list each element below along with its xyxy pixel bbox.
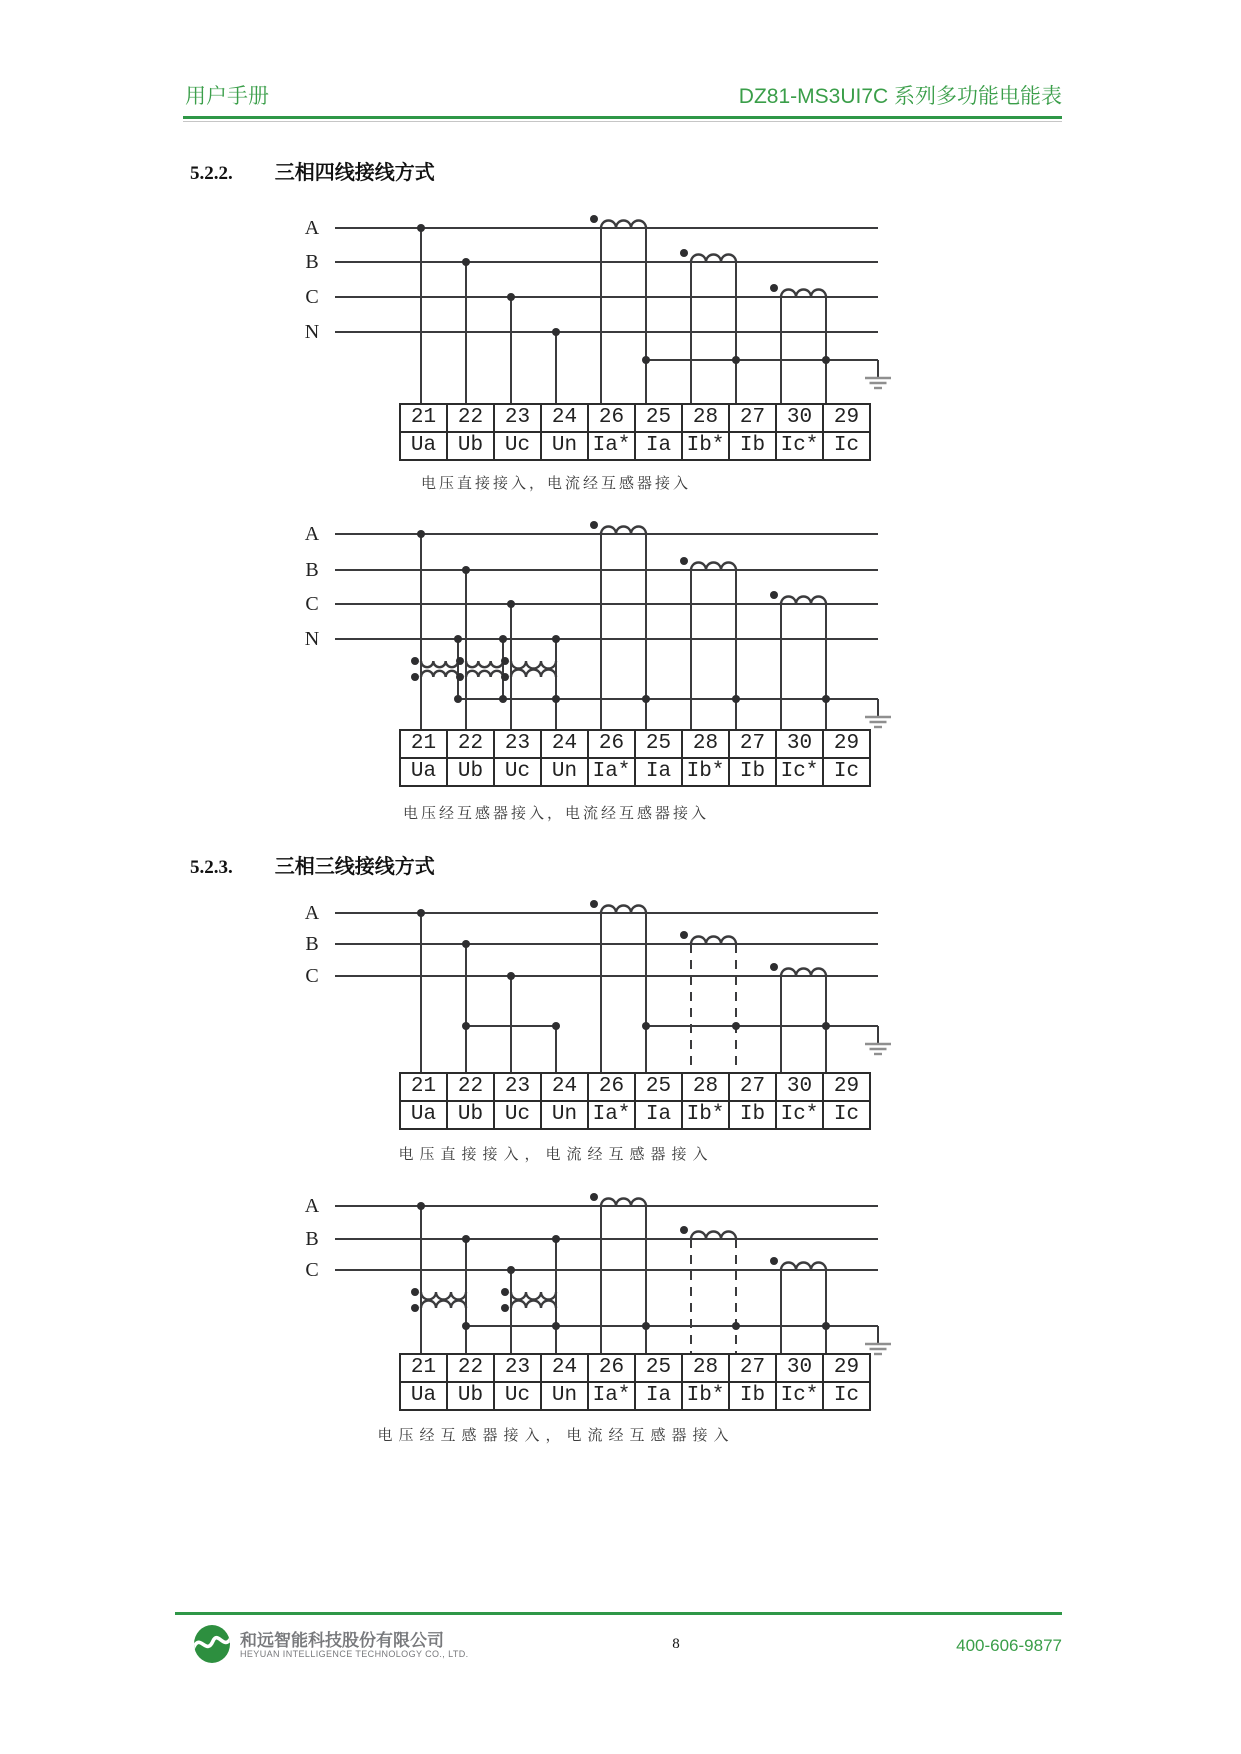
junction-dot xyxy=(732,695,740,703)
terminal-number-cell: 21 xyxy=(400,1354,447,1382)
junction-dot xyxy=(507,293,515,301)
junction-dot xyxy=(770,963,778,971)
terminal-number-cell: 30 xyxy=(776,404,823,432)
service-phone: 400-606-9877 xyxy=(956,1636,1062,1655)
phase-label-a: A xyxy=(304,217,320,239)
terminal-number-row xyxy=(400,1073,870,1101)
section-title: 三相三线接线方式 xyxy=(274,856,435,878)
junction-dot xyxy=(462,1022,470,1030)
terminal-label-row xyxy=(400,1101,870,1129)
diagram-caption-4: 电压经互感器接入，电流经互感器接入 xyxy=(377,1427,735,1444)
phase-label-a: A xyxy=(304,902,320,924)
terminal-number-cell: 27 xyxy=(729,1354,776,1382)
terminal-strip-3 xyxy=(399,1072,871,1130)
terminal-label-cell: Ic xyxy=(823,432,870,460)
transformer-coil xyxy=(691,255,736,263)
terminal-number-cell: 29 xyxy=(823,730,870,758)
terminal-number-cell: 30 xyxy=(776,730,823,758)
wiring-diagram-four-wire-direct xyxy=(0,195,1241,403)
terminal-label-cell: Ub xyxy=(447,432,494,460)
junction-dot xyxy=(552,1322,560,1330)
terminal-label-cell: Uc xyxy=(494,1101,541,1129)
junction-dot xyxy=(417,530,425,538)
junction-dot xyxy=(552,328,560,336)
section-title: 三相四线接线方式 xyxy=(274,162,435,184)
terminal-label-cell: Un xyxy=(541,432,588,460)
terminal-strip-4 xyxy=(399,1353,871,1411)
phase-label-n: N xyxy=(304,628,320,650)
junction-dot xyxy=(417,224,425,232)
junction-dot xyxy=(590,900,598,908)
diagram-caption-1: 电压直接接入，电流经互感器接入 xyxy=(420,475,691,492)
terminal-number-cell: 28 xyxy=(682,404,729,432)
transformer-coil xyxy=(511,1292,556,1300)
section-number: 5.2.3. xyxy=(190,857,233,878)
diagram-caption-2: 电压经互感器接入，电流经互感器接入 xyxy=(402,805,709,822)
junction-dot xyxy=(454,695,462,703)
phase-label-b: B xyxy=(305,251,319,273)
junction-dot xyxy=(732,1022,740,1030)
terminal-label-cell: Ib xyxy=(729,1382,776,1410)
terminal-number-row xyxy=(400,1354,870,1382)
header-doc-type: 用户手册 xyxy=(185,85,269,108)
junction-dot xyxy=(499,695,507,703)
company-name-en: HEYUAN INTELLIGENCE TECHNOLOGY CO., LTD. xyxy=(240,1649,469,1659)
junction-dot xyxy=(501,1304,509,1312)
transformer-coil xyxy=(781,290,826,297)
transformer-coil xyxy=(691,563,736,570)
terminal-label-cell: Ib* xyxy=(682,758,729,786)
junction-dot xyxy=(822,695,830,703)
junction-dot xyxy=(507,972,515,980)
terminal-number-cell: 23 xyxy=(494,730,541,758)
phase-label-n: N xyxy=(304,321,320,343)
terminal-label-cell: Ub xyxy=(447,1382,494,1410)
terminal-label-cell: Ia xyxy=(635,1101,682,1129)
junction-dot xyxy=(411,673,419,681)
terminal-label-cell: Ua xyxy=(400,1382,447,1410)
phase-label-c: C xyxy=(305,286,319,308)
phase-label-c: C xyxy=(305,593,319,615)
junction-dot xyxy=(417,1202,425,1210)
header-rule-thin xyxy=(183,121,1062,122)
terminal-label-cell: Ia xyxy=(635,432,682,460)
terminal-number-cell: 26 xyxy=(588,730,635,758)
terminal-label-cell: Ia* xyxy=(588,1382,635,1410)
terminal-label-cell: Ia* xyxy=(588,1101,635,1129)
junction-dot xyxy=(642,1022,650,1030)
junction-dot xyxy=(680,557,688,565)
terminal-number-cell: 26 xyxy=(588,1073,635,1101)
terminal-label-cell: Ib* xyxy=(682,1382,729,1410)
junction-dot xyxy=(411,657,419,665)
terminal-number-cell: 22 xyxy=(447,404,494,432)
terminal-label-cell: Uc xyxy=(494,432,541,460)
junction-dot xyxy=(642,1322,650,1330)
terminal-number-cell: 24 xyxy=(541,1354,588,1382)
terminal-number-cell: 22 xyxy=(447,1354,494,1382)
junction-dot xyxy=(499,635,507,643)
terminal-label-cell: Ub xyxy=(447,1101,494,1129)
junction-dot xyxy=(552,635,560,643)
junction-dot xyxy=(501,657,509,665)
junction-dot xyxy=(411,1304,419,1312)
terminal-label-cell: Ib xyxy=(729,1101,776,1129)
phase-label-b: B xyxy=(305,933,319,955)
transformer-coil xyxy=(601,1199,646,1207)
terminal-strip-1 xyxy=(399,403,871,461)
terminal-number-cell: 25 xyxy=(635,1354,682,1382)
junction-dot xyxy=(462,940,470,948)
terminal-label-cell: Ic xyxy=(823,1382,870,1410)
junction-dot xyxy=(732,356,740,364)
page-number: 8 xyxy=(672,1636,680,1652)
terminal-number-cell: 29 xyxy=(823,404,870,432)
terminal-number-cell: 28 xyxy=(682,1073,729,1101)
terminal-label-cell: Ic* xyxy=(776,432,823,460)
wiring-diagram-four-wire-pt xyxy=(0,500,1241,732)
junction-dot xyxy=(462,566,470,574)
phase-label-a: A xyxy=(304,523,320,545)
section-heading-5-2-3 xyxy=(190,850,435,879)
transformer-coil xyxy=(421,661,458,667)
phase-label-b: B xyxy=(305,1228,319,1250)
junction-dot xyxy=(680,1226,688,1234)
terminal-number-cell: 28 xyxy=(682,730,729,758)
transformer-coil xyxy=(781,597,826,604)
terminal-number-cell: 22 xyxy=(447,1073,494,1101)
footer-rule xyxy=(175,1612,1062,1615)
junction-dot xyxy=(822,356,830,364)
terminal-label-row xyxy=(400,1382,870,1410)
terminal-number-cell: 29 xyxy=(823,1073,870,1101)
terminal-number-cell: 27 xyxy=(729,730,776,758)
transformer-coil xyxy=(511,661,556,669)
terminal-number-cell: 21 xyxy=(400,730,447,758)
transformer-coil xyxy=(466,661,503,667)
transformer-coil xyxy=(781,969,826,976)
header-rule xyxy=(183,116,1062,119)
terminal-label-cell: Uc xyxy=(494,758,541,786)
terminal-number-cell: 25 xyxy=(635,1073,682,1101)
junction-dot xyxy=(642,695,650,703)
terminal-label-cell: Ia* xyxy=(588,432,635,460)
junction-dot xyxy=(552,1022,560,1030)
junction-dot xyxy=(642,356,650,364)
transformer-coil xyxy=(781,1263,826,1270)
company-logo-icon xyxy=(192,1623,232,1665)
terminal-number-cell: 26 xyxy=(588,404,635,432)
junction-dot xyxy=(507,600,515,608)
transformer-coil xyxy=(601,906,646,914)
phase-label-a: A xyxy=(304,1195,320,1217)
transformer-coil xyxy=(466,671,503,677)
phase-label-c: C xyxy=(305,1259,319,1281)
junction-dot xyxy=(552,695,560,703)
terminal-number-cell: 24 xyxy=(541,404,588,432)
terminal-label-cell: Ib* xyxy=(682,1101,729,1129)
terminal-label-cell: Un xyxy=(541,1101,588,1129)
junction-dot xyxy=(590,521,598,529)
transformer-coil xyxy=(601,527,646,534)
terminal-label-cell: Ua xyxy=(400,432,447,460)
junction-dot xyxy=(590,215,598,223)
terminal-label-cell: Un xyxy=(541,758,588,786)
terminal-number-cell: 24 xyxy=(541,730,588,758)
terminal-label-cell: Uc xyxy=(494,1382,541,1410)
junction-dot xyxy=(456,673,464,681)
terminal-label-cell: Ic* xyxy=(776,1101,823,1129)
junction-dot xyxy=(770,1257,778,1265)
wiring-diagram-three-wire-direct xyxy=(0,895,1241,1072)
transformer-coil xyxy=(421,1292,466,1300)
junction-dot xyxy=(552,1235,560,1243)
terminal-number-cell: 23 xyxy=(494,1354,541,1382)
junction-dot xyxy=(501,1288,509,1296)
junction-dot xyxy=(770,284,778,292)
wiring-diagram-three-wire-pt xyxy=(0,1185,1241,1360)
terminal-label-cell: Ib xyxy=(729,758,776,786)
section-heading-5-2-2 xyxy=(190,156,435,185)
transformer-coil xyxy=(691,937,736,944)
terminal-label-row xyxy=(400,432,870,460)
terminal-label-cell: Ic* xyxy=(776,758,823,786)
terminal-label-cell: Ia* xyxy=(588,758,635,786)
junction-dot xyxy=(680,249,688,257)
terminal-number-cell: 23 xyxy=(494,404,541,432)
junction-dot xyxy=(501,673,509,681)
header-product-name: DZ81-MS3UI7C 系列多功能电能表 xyxy=(738,85,1062,108)
transformer-coil xyxy=(691,1232,736,1239)
junction-dot xyxy=(590,1193,598,1201)
terminal-number-row xyxy=(400,404,870,432)
junction-dot xyxy=(454,635,462,643)
terminal-number-cell: 21 xyxy=(400,1073,447,1101)
junction-dot xyxy=(462,1322,470,1330)
terminal-label-cell: Ua xyxy=(400,758,447,786)
junction-dot xyxy=(822,1322,830,1330)
phase-label-b: B xyxy=(305,559,319,581)
terminal-label-cell: Ia xyxy=(635,1382,682,1410)
transformer-coil xyxy=(511,670,556,678)
diagram-caption-3: 电压直接接入，电流经互感器接入 xyxy=(398,1146,714,1163)
terminal-number-cell: 25 xyxy=(635,730,682,758)
terminal-number-cell: 26 xyxy=(588,1354,635,1382)
terminal-number-cell: 29 xyxy=(823,1354,870,1382)
terminal-label-cell: Ib xyxy=(729,432,776,460)
terminal-number-cell: 21 xyxy=(400,404,447,432)
terminal-number-cell: 28 xyxy=(682,1354,729,1382)
terminal-strip-2 xyxy=(399,729,871,787)
junction-dot xyxy=(462,1235,470,1243)
junction-dot xyxy=(507,1266,515,1274)
junction-dot xyxy=(680,931,688,939)
phase-label-c: C xyxy=(305,965,319,987)
terminal-number-cell: 30 xyxy=(776,1354,823,1382)
transformer-coil xyxy=(421,1301,466,1308)
terminal-number-cell: 24 xyxy=(541,1073,588,1101)
company-name-cn: 和远智能科技股份有限公司 xyxy=(240,1631,444,1650)
terminal-label-cell: Ib* xyxy=(682,432,729,460)
junction-dot xyxy=(462,258,470,266)
terminal-number-cell: 23 xyxy=(494,1073,541,1101)
terminal-number-cell: 27 xyxy=(729,404,776,432)
terminal-label-cell: Ic xyxy=(823,1101,870,1129)
terminal-label-row xyxy=(400,758,870,786)
junction-dot xyxy=(456,657,464,665)
terminal-label-cell: Un xyxy=(541,1382,588,1410)
terminal-label-cell: Ub xyxy=(447,758,494,786)
terminal-label-cell: Ic xyxy=(823,758,870,786)
transformer-coil xyxy=(421,671,458,677)
terminal-number-cell: 25 xyxy=(635,404,682,432)
junction-dot xyxy=(732,1322,740,1330)
junction-dot xyxy=(770,591,778,599)
terminal-number-cell: 30 xyxy=(776,1073,823,1101)
terminal-label-cell: Ia xyxy=(635,758,682,786)
terminal-number-row xyxy=(400,730,870,758)
junction-dot xyxy=(822,1022,830,1030)
junction-dot xyxy=(417,909,425,917)
terminal-label-cell: Ua xyxy=(400,1101,447,1129)
section-number: 5.2.2. xyxy=(190,163,233,184)
transformer-coil xyxy=(601,221,646,228)
terminal-label-cell: Ic* xyxy=(776,1382,823,1410)
junction-dot xyxy=(411,1288,419,1296)
transformer-coil xyxy=(511,1301,556,1308)
terminal-number-cell: 27 xyxy=(729,1073,776,1101)
terminal-number-cell: 22 xyxy=(447,730,494,758)
